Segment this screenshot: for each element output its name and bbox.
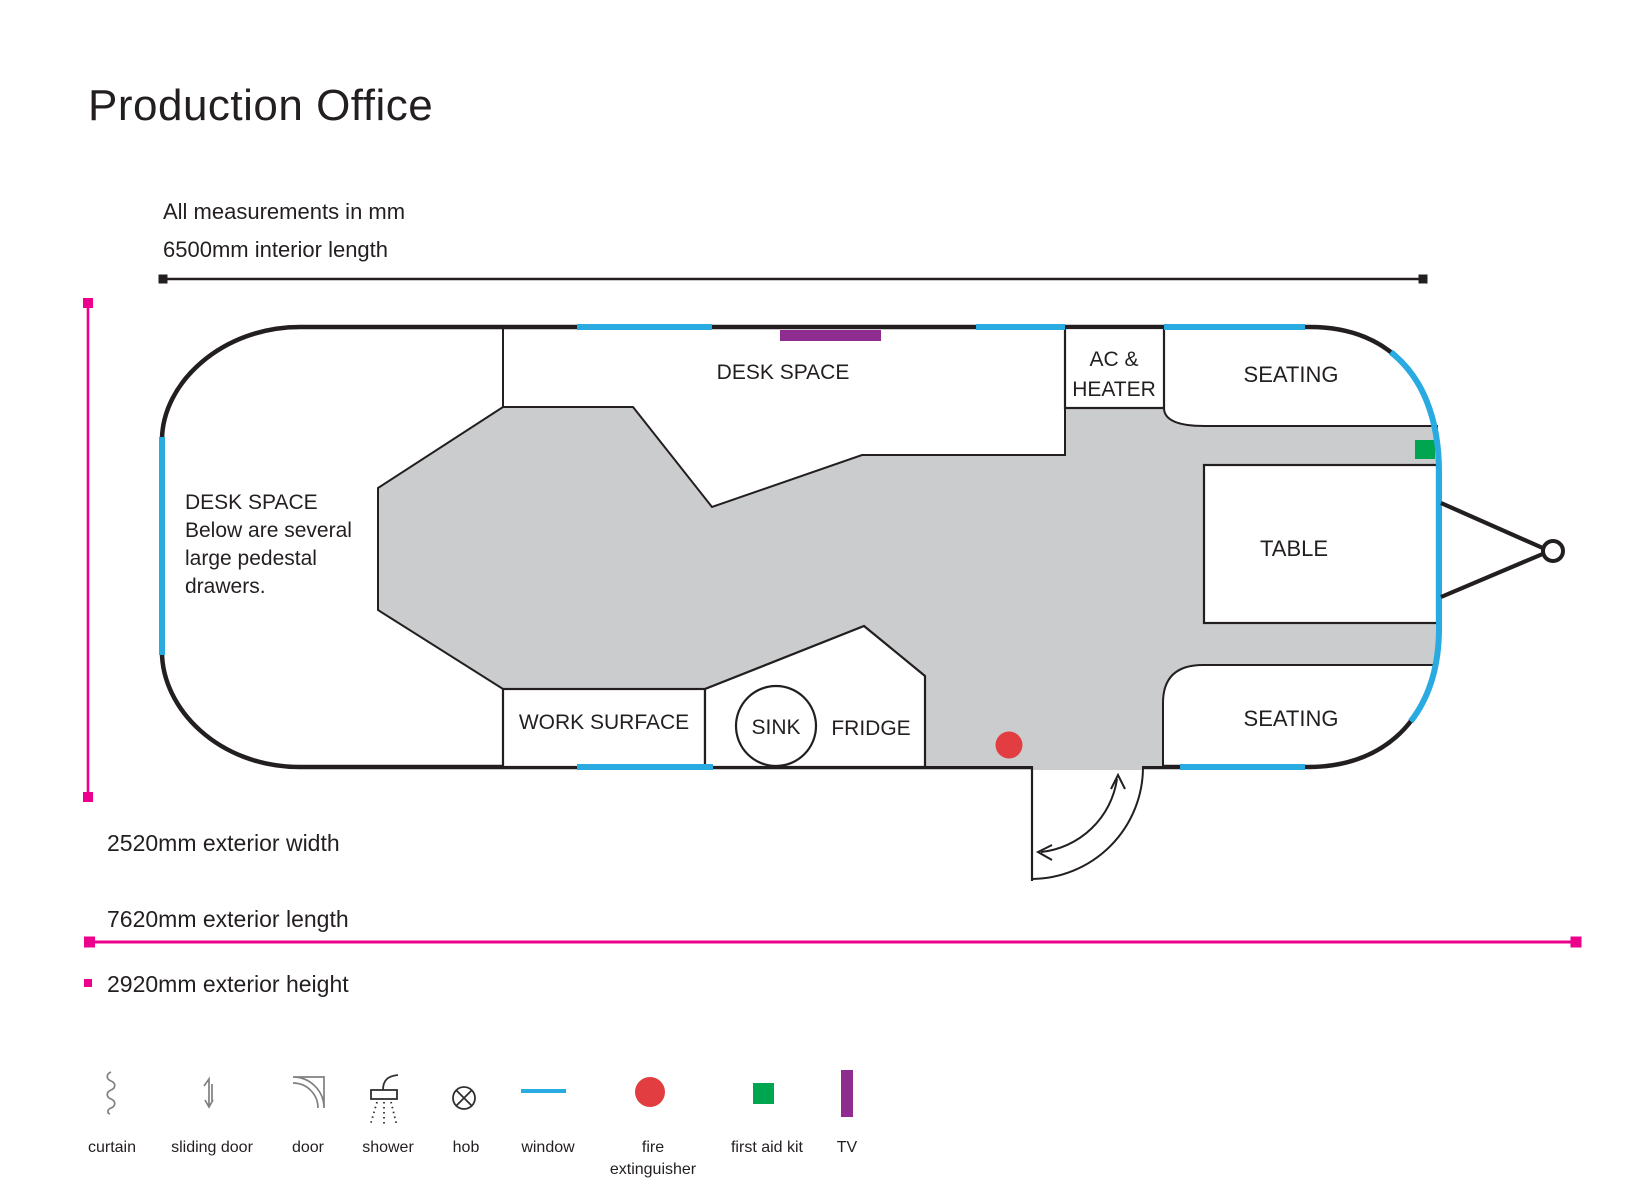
sliding-door-icon [204,1079,213,1107]
legend-label-tv: TV [836,1139,858,1156]
legend-label-curtain: curtain [87,1139,137,1156]
door-swing-arc [1032,767,1143,879]
seating-bottom-label: SEATING [1243,706,1339,731]
shower-icon [370,1075,398,1127]
interior-length-dimension [159,275,1428,284]
door-icon [293,1077,324,1108]
table-label: TABLE [1259,536,1329,561]
sink-label: SINK [751,716,801,739]
hitch [1441,503,1563,597]
doorway-opening [1033,760,1142,770]
exterior-height-label: 2920mm exterior height [107,971,349,997]
length-square-left [84,937,95,948]
dim-end-square-left [159,275,168,284]
height-bullet-square [84,979,92,987]
legend-label-shower: shower [362,1139,414,1156]
entry-door [1032,767,1143,881]
exterior-length-dimension [84,937,1582,948]
page-title: Production Office [88,81,434,130]
width-square-bottom [83,792,93,802]
fridge-label: FRIDGE [831,717,911,740]
seating-top-label: SEATING [1243,362,1339,387]
arrow-up-icon [1111,775,1125,789]
work-surface-label: WORK SURFACE [518,711,690,734]
exterior-width-label: 2520mm exterior width [107,830,340,856]
svg-text:AC &: AC & [1089,348,1139,371]
fire-extinguisher-marker [996,732,1023,759]
desk-space-top-label: DESK SPACE [716,361,850,384]
legend-label-sliding-door: sliding door [171,1139,253,1156]
first-aid-kit-marker [1415,440,1435,459]
length-square-right [1571,937,1582,948]
hitch-bar-top [1441,503,1545,549]
legend-label-window: window [521,1139,575,1156]
curtain-icon [107,1072,115,1114]
measurement-note: All measurements in mm [163,199,406,224]
hob-icon [453,1087,475,1109]
first-aid-kit-icon [753,1083,774,1104]
exterior-width-dimension [83,298,93,802]
arrow-left-icon [1038,845,1052,860]
legend-label-extinguisher: extinguisher [609,1161,697,1178]
tv-icon [841,1070,853,1117]
hitch-coupler [1543,541,1563,561]
svg-text:HEATER: HEATER [1072,378,1156,401]
legend-label-hob: hob [452,1139,480,1156]
legend-label-door: door [291,1139,325,1156]
hitch-bar-bottom [1441,553,1545,597]
dim-end-square-right [1419,275,1428,284]
legend-label-first-aid-kit: first aid kit [730,1139,804,1156]
interior-length-label: 6500mm interior length [163,237,389,262]
svg-text:Below are several: Below are several [185,519,352,542]
legend [88,1070,858,1178]
width-square-top [83,298,93,308]
fire-extinguisher-icon [635,1077,665,1107]
svg-text:DESK SPACE: DESK SPACE [185,491,318,514]
door-swing-arrow-arc [1041,779,1117,852]
exterior-length-label: 7620mm exterior length [107,906,349,932]
tv-unit [780,330,881,341]
svg-text:large pedestal: large pedestal [185,547,317,570]
svg-text:drawers.: drawers. [185,575,266,598]
legend-label-fire: fire [641,1139,665,1156]
